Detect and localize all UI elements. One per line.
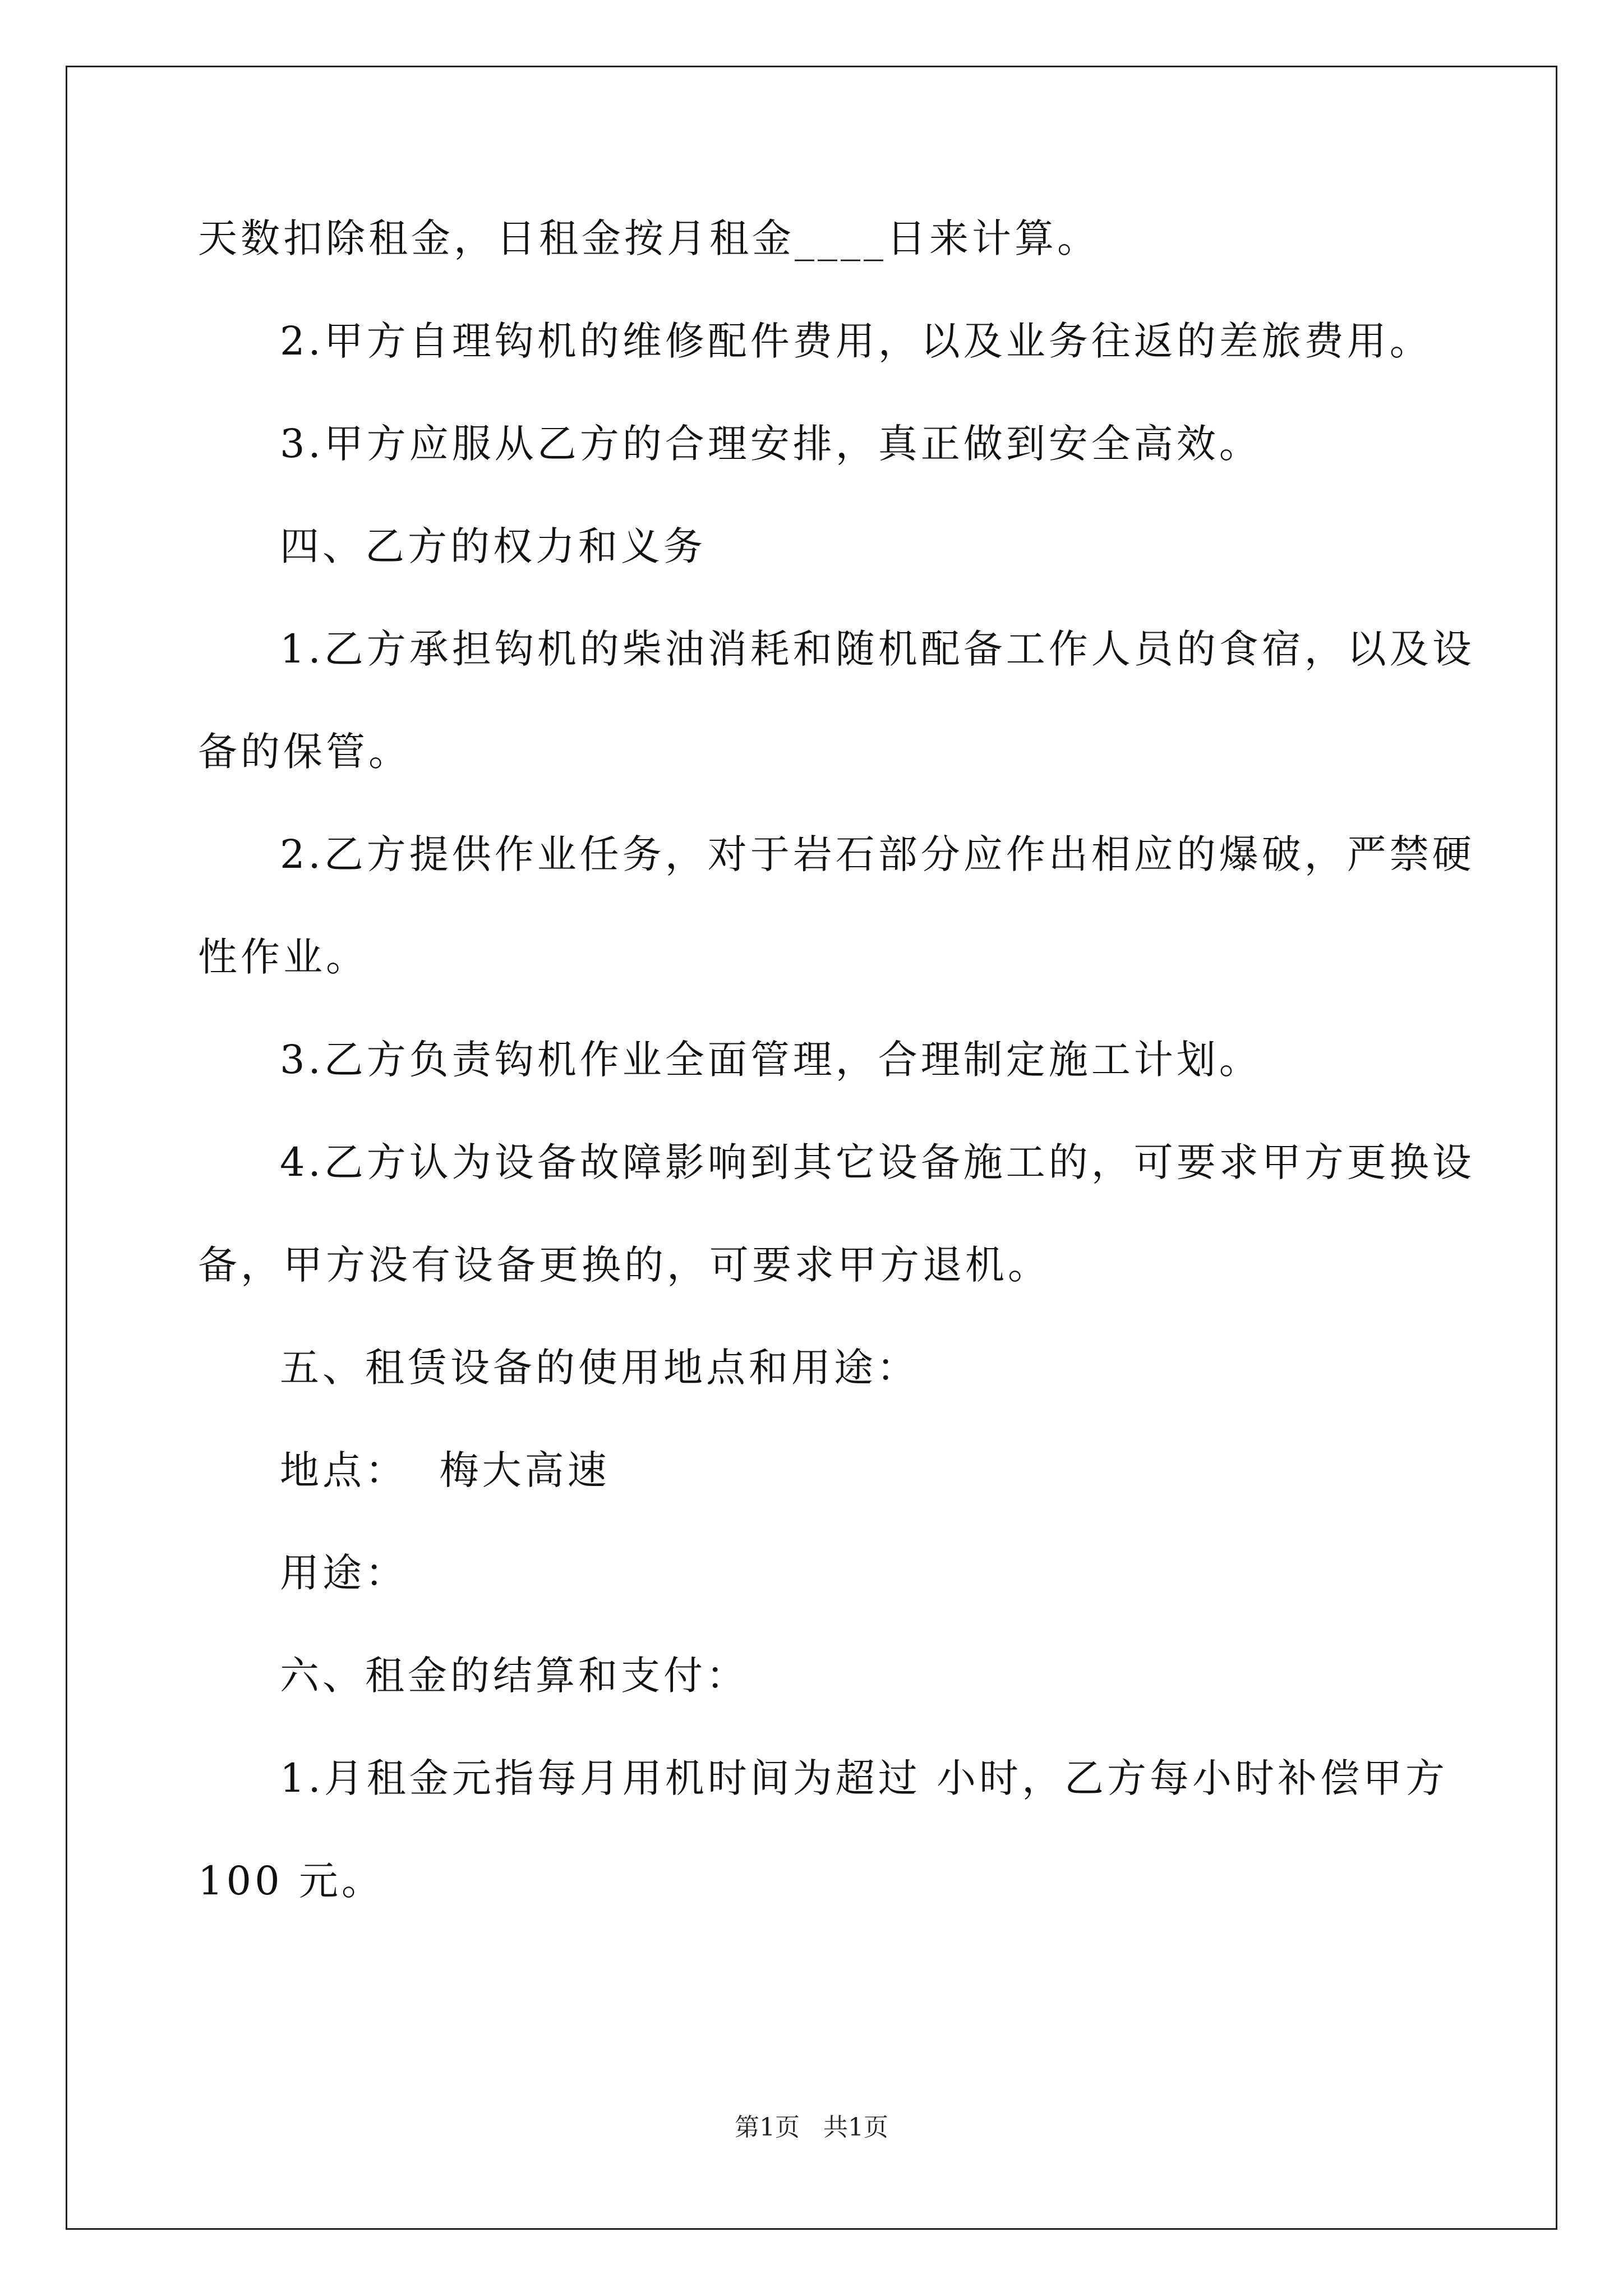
section-heading: 四、乙方的权力和义务: [280, 523, 706, 569]
text-line: 3.乙方负责钩机作业全面管理，合理制定施工计划。: [280, 1037, 1262, 1083]
section-heading: 六、租金的结算和支付：: [280, 1653, 749, 1699]
text-line: 1.乙方承担钩机的柴油消耗和随机配备工作人员的食宿，以及设: [280, 626, 1475, 672]
text-line: 2.甲方自理钩机的维修配件费用，以及业务往返的差旅费用。: [280, 318, 1432, 364]
text-line: 1.月租金元指每月用机时间为超过 小时，乙方每小时补偿甲方: [280, 1755, 1449, 1801]
text-line: 备，甲方没有设备更换的，可要求甲方退机。: [198, 1242, 1050, 1288]
text-line: 地点： 梅大高速: [280, 1447, 610, 1493]
text-line: 性作业。: [198, 934, 368, 980]
text-line: 3.甲方应服从乙方的合理安排，真正做到安全高效。: [280, 421, 1262, 467]
text-line: 备的保管。: [198, 729, 411, 775]
section-heading: 五、租赁设备的使用地点和用途：: [280, 1345, 919, 1391]
text-line: 用途：: [280, 1550, 408, 1596]
page-footer: 第1页 共1页: [735, 2113, 888, 2142]
text-line: 天数扣除租金，日租金按月租金____日来计算。: [198, 215, 1100, 261]
text-line: 100 元。: [198, 1858, 384, 1904]
text-line: 4.乙方认为设备故障影响到其它设备施工的，可要求甲方更换设: [280, 1139, 1475, 1185]
text-line: 2.乙方提供作业任务，对于岩石部分应作出相应的爆破，严禁硬: [280, 831, 1475, 877]
